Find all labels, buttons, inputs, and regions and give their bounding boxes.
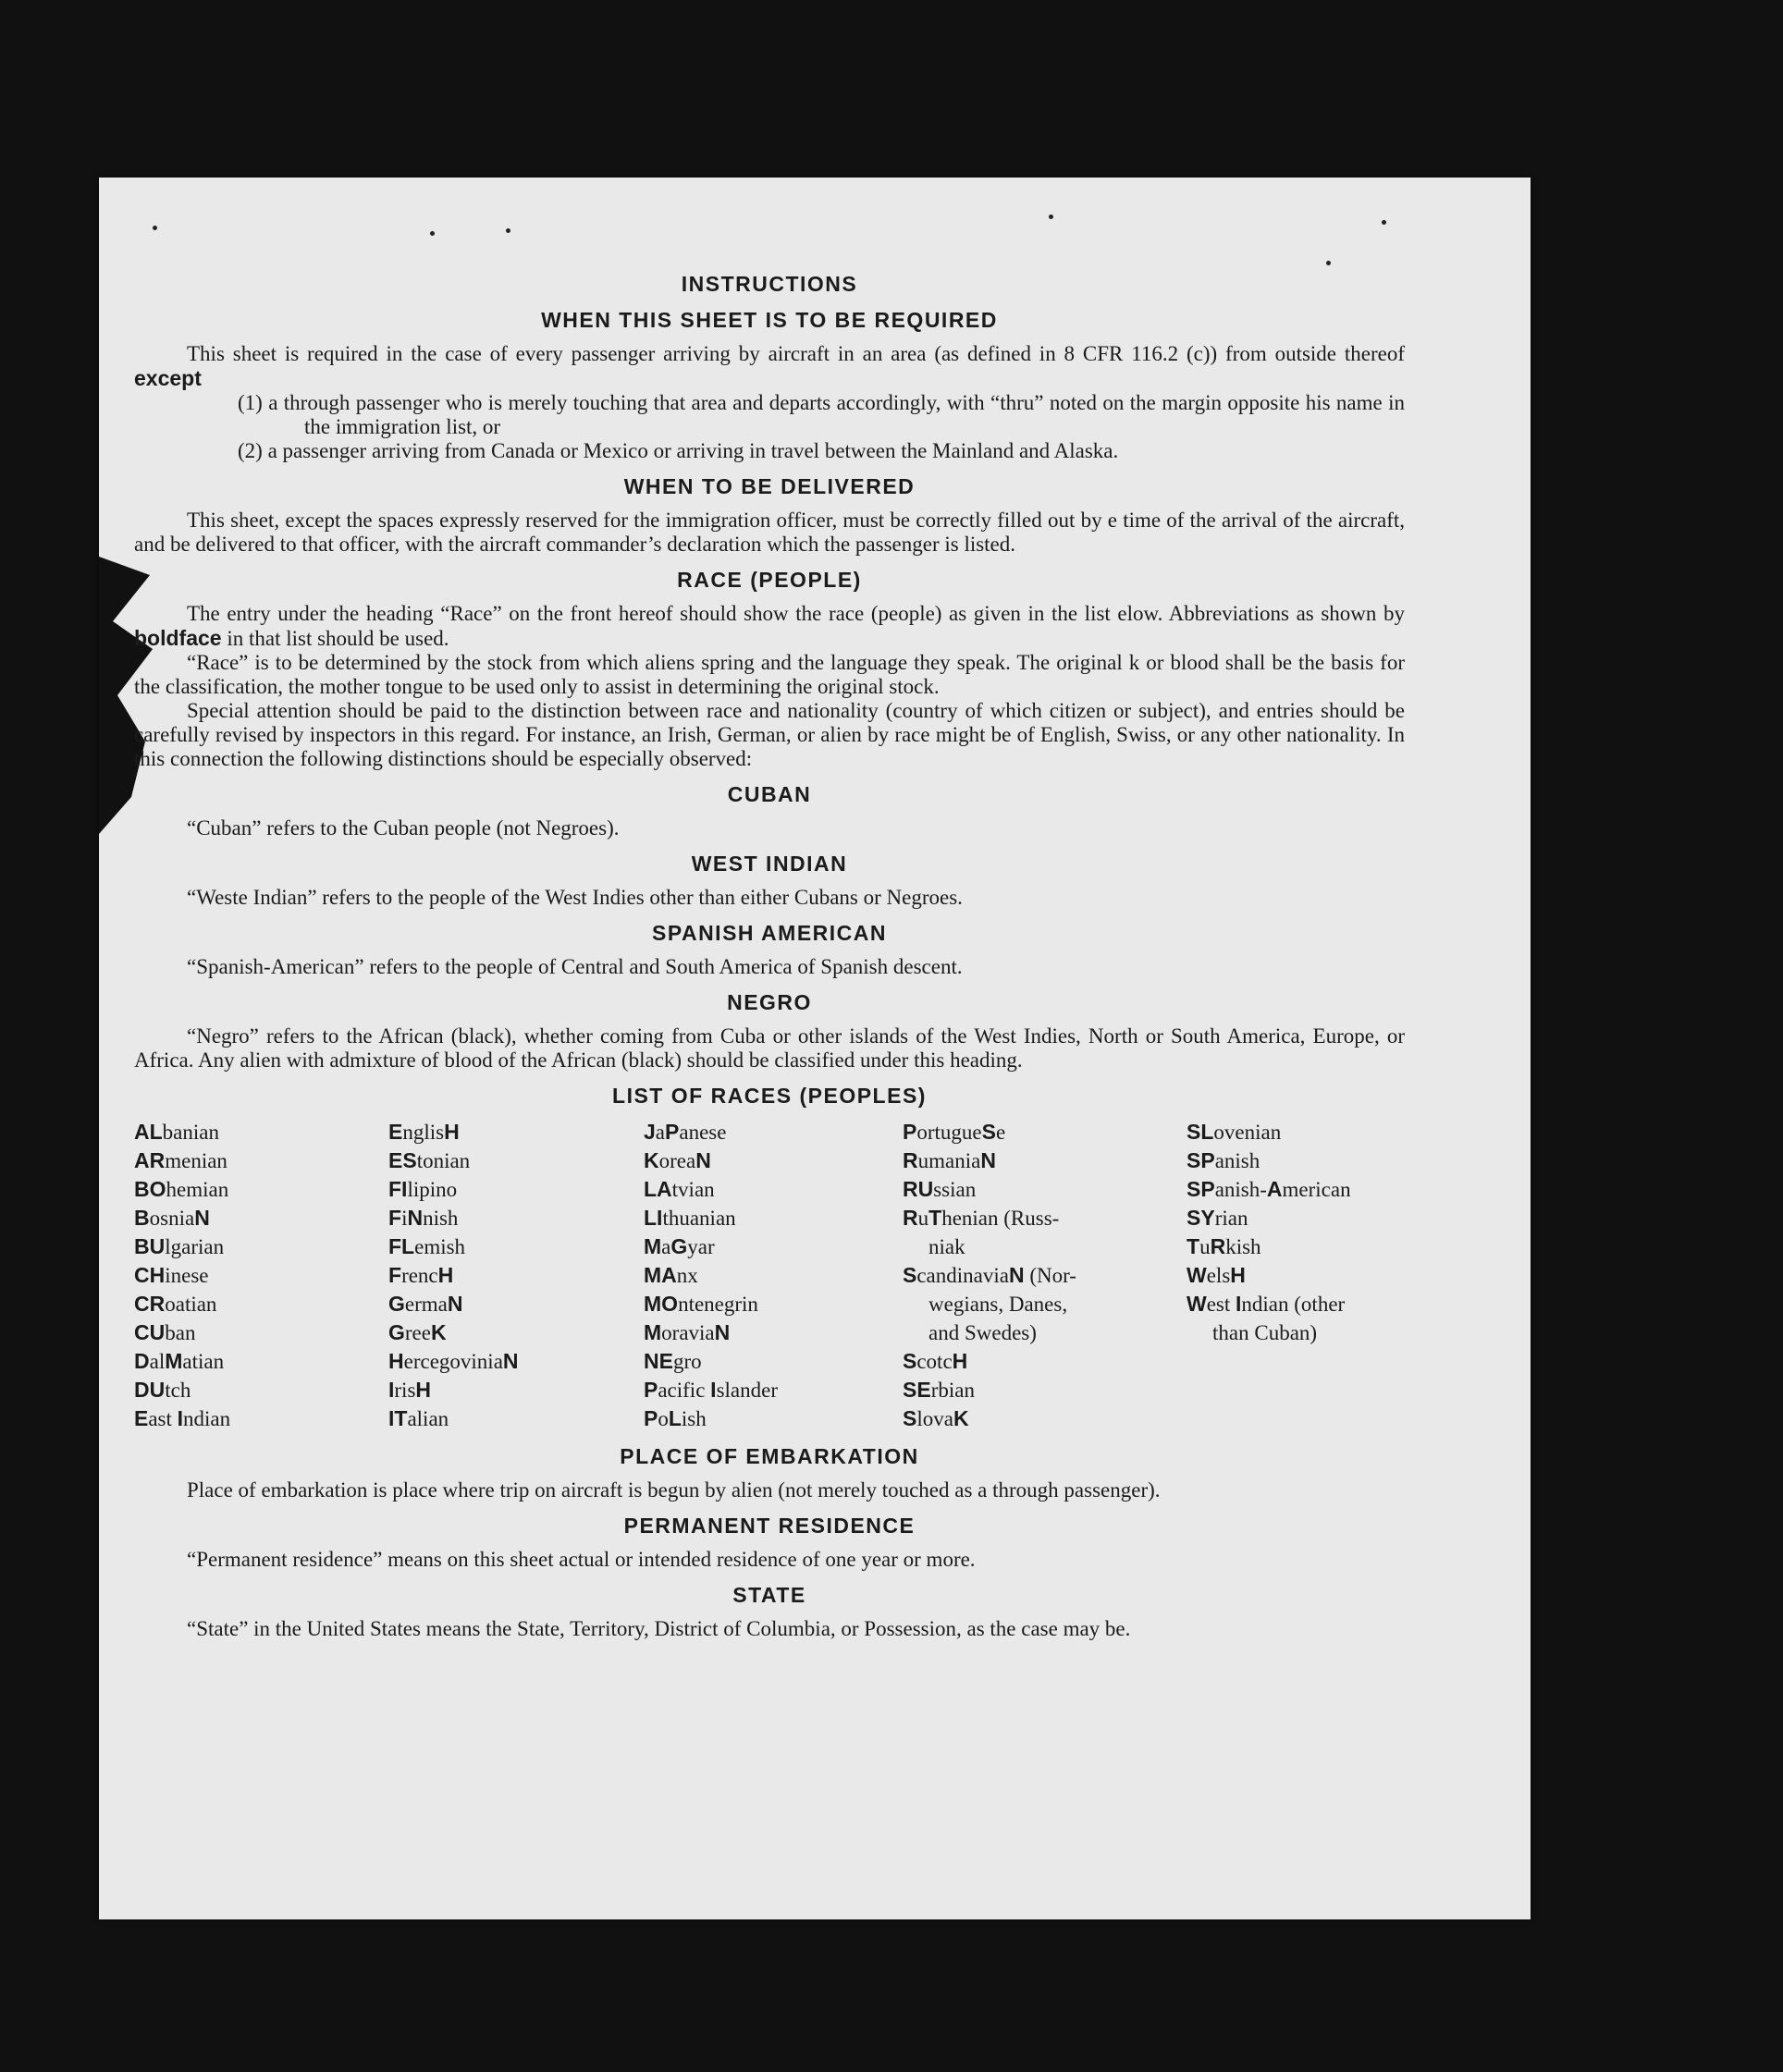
ink-speck [430,231,435,236]
race-column [388,1118,644,1433]
race-entry: GermaN [388,1292,463,1316]
race-entry: RUssian [903,1177,977,1201]
race-entry: SLovenian [1187,1120,1282,1144]
race-entry: BosniaN [134,1206,210,1230]
when-delivered-paragraph: This sheet, except the spaces expressly reserved for the immigration officer, must be correctly filled out by e time of the arrival of the aircraft, and be delivered to that officer, with the aircraft commander’s declaration which the passenger is listed. [134,509,1405,556]
race-entry: Pacific Islander [644,1378,778,1402]
race-entry: PoLish [644,1406,707,1430]
heading-west-indian: WEST INDIAN [691,852,848,876]
race-paragraph-3: Special attention should be paid to the distinction between race and nationality (country of which citizen or subject), and entries should be carefully revised by inspectors in this regard. For instance, an Irish, German, or alien by race might be of English, Swiss, or any other nationality. In this connection the following distinctions should be especially observed: [134,699,1405,770]
race-entry: CUban [134,1320,196,1344]
race-entry: CRoatian [134,1292,217,1316]
ink-speck [1049,215,1053,219]
race-entry: MAnx [644,1263,698,1287]
race-column [903,1118,1187,1433]
race-entry: FiNnish [388,1206,459,1230]
race-p1-text: The entry under the heading “Race” on the front hereof should show the race (people) as given in the list elow. Abbreviations as shown by [187,602,1405,625]
race-entry: NEgro [644,1349,702,1373]
race-entry: SPanish [1187,1148,1260,1172]
boldface-word: boldface [134,626,222,650]
race-entry: BOhemian [134,1177,229,1201]
exception-item-1: (1) a through passenger who is merely touching that area and departs accordingly, with “thru” noted on the margin opposite his name in the immigration list, or [238,391,1405,438]
race-entry: RuThenian (Russ- [903,1206,1060,1230]
race-entry: PortugueSe [903,1120,1006,1144]
race-entry: wegians, Danes, [928,1293,1068,1316]
race-entry: and Swedes) [928,1321,1037,1344]
heading-state: STATE [732,1583,806,1607]
race-paragraph-2: “Race” is to be determined by the stock from which aliens spring and the language they speak. The original k or blood shall be the basis for the classification, the mother tongue to be used only to assist in determining the original stock. [134,651,1405,698]
spanish-american-paragraph: “Spanish-American” refers to the people of Central and South America of Spanish descent. [187,955,963,978]
heading-negro: NEGRO [727,990,812,1014]
race-entry: MaGyar [644,1234,715,1258]
instructions-content [134,272,1405,1641]
race-entry: TuRkish [1187,1234,1261,1258]
west-indian-paragraph: “Weste Indian” refers to the people of the West Indies other than either Cubans or Negroes. [187,886,963,909]
residence-paragraph: “Permanent residence” means on this sheet actual or intended residence of one year or more. [187,1548,976,1571]
race-entry: JaPanese [644,1120,727,1144]
race-entry: SPanish-American [1187,1177,1351,1201]
race-entry: GreeK [388,1320,447,1344]
race-entry: ScotcH [903,1349,968,1373]
race-column [134,1118,388,1433]
ink-speck [506,228,510,233]
race-column [644,1118,903,1433]
race-entry: SlovaK [903,1406,969,1430]
race-entry: ALbanian [134,1120,219,1144]
heading-permanent-residence: PERMANENT RESIDENCE [623,1514,916,1538]
race-entry: FrencH [388,1263,454,1287]
when-required-text: This sheet is required in the case of every passenger arriving by aircraft in an area (as defined in 8 CFR 116.2 (c)) from outside thereof [187,342,1405,365]
state-paragraph: “State” in the United States means the State, Territory, District of Columbia, or Possession, as the case may be. [187,1617,1131,1640]
race-entry: MoraviaN [644,1320,731,1344]
race-column [1187,1118,1405,1433]
race-entry: BUlgarian [134,1234,225,1258]
heading-when-delivered: WHEN TO BE DELIVERED [623,474,916,498]
race-entry: ARmenian [134,1148,227,1172]
race-entry: LAtvian [644,1177,715,1201]
race-entry: MOntenegrin [644,1292,758,1316]
ink-speck [153,226,157,230]
race-entry: West Indian (other [1187,1292,1346,1316]
ink-speck [1326,261,1331,265]
race-entry: DalMatian [134,1349,225,1373]
except-word: except [134,366,202,390]
race-entry: CHinese [134,1263,209,1287]
race-entry: KoreaN [644,1148,711,1172]
ink-speck [1382,220,1386,225]
race-entry: ITalian [388,1406,449,1430]
heading-race: RACE (PEOPLE) [677,568,862,592]
when-required-paragraph [134,342,1405,391]
race-entry: EnglisH [388,1120,460,1144]
race-entry: than Cuban) [1212,1321,1318,1344]
negro-paragraph: “Negro” refers to the African (black), whether coming from Cuba or other islands of the West Indies, North or South America, Europe, or Africa. Any alien with admixture of blood of the African (black) should be classified under this heading. [134,1024,1405,1072]
document-page [99,178,1531,1919]
race-entry: East Indian [134,1406,231,1430]
race-entry: FIlipino [388,1177,458,1201]
race-entry: WelsH [1187,1263,1246,1287]
race-paragraph-1 [134,602,1405,651]
heading-spanish-american: SPANISH AMERICAN [651,921,887,945]
race-p1-end: in that list should be used. [227,627,449,650]
race-entry: niak [928,1235,965,1258]
cuban-paragraph: “Cuban” refers to the Cuban people (not Negroes). [187,816,620,840]
race-entry: LIthuanian [644,1206,736,1230]
instructions-title: INSTRUCTIONS [681,272,858,296]
race-entry: IrisH [388,1378,432,1402]
race-entry: DUtch [134,1378,191,1402]
race-entry: SYrian [1187,1206,1248,1230]
embarkation-paragraph: Place of embarkation is place where trip on aircraft is begun by alien (not merely touched as a through passenger). [187,1478,1161,1502]
race-entry: RumaniaN [903,1148,996,1172]
race-list [134,1118,1405,1433]
race-entry: EStonian [388,1148,471,1172]
heading-cuban: CUBAN [727,782,812,806]
heading-embarkation: PLACE OF EMBARKATION [620,1444,919,1468]
race-entry: ScandinaviaN (Nor- [903,1263,1076,1287]
heading-when-required: WHEN THIS SHEET IS TO BE REQUIRED [541,308,998,332]
race-entry: SErbian [903,1378,975,1402]
race-entry: FLemish [388,1234,466,1258]
exception-item-2: (2) a passenger arriving from Canada or Mexico or arriving in travel between the Mainland and Alaska. [238,439,1119,462]
race-entry: HercegoviniaN [388,1349,519,1373]
heading-list-of-races: LIST OF RACES (PEOPLES) [612,1084,927,1108]
